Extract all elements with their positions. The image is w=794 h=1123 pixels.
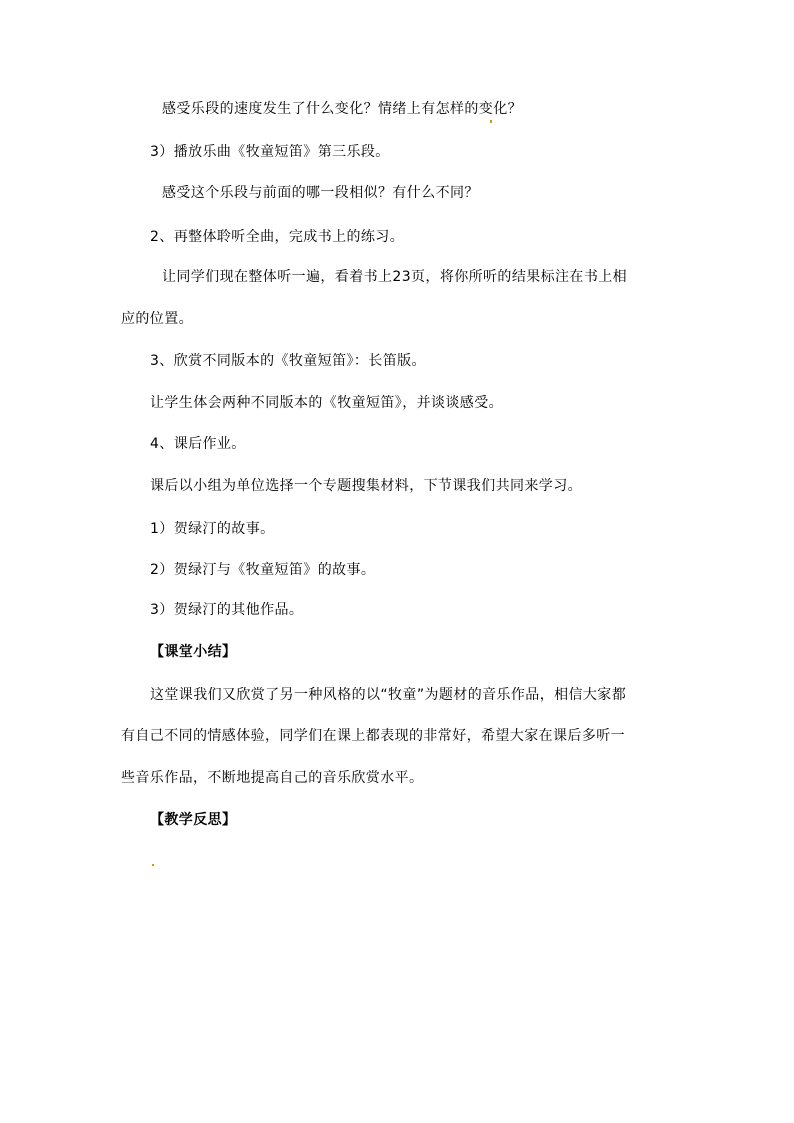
highlight-mark	[490, 120, 492, 123]
list-item: 3）播放乐曲《牧童短笛》第三乐段。	[150, 144, 390, 160]
list-item: 4、课后作业。	[150, 436, 246, 452]
list-item: 2、再整体聆听全曲，完成书上的练习。	[150, 229, 405, 245]
section-heading: 【课堂小结】	[150, 644, 237, 660]
list-item: 2）贺绿汀与《牧童短笛》的故事。	[150, 562, 376, 578]
paragraph-line: 感受这个乐段与前面的哪一段相似？有什么不同？	[162, 185, 479, 201]
list-item: 1）贺绿汀的故事。	[150, 521, 275, 537]
paragraph-line: 这堂课我们又欣赏了另一种风格的以“牧童”为题材的音乐作品，相信大家都	[150, 687, 627, 703]
paragraph-line: 应的位置。	[121, 311, 193, 327]
paragraph-line: 感受乐段的速度发生了什么变化？情绪上有怎样的变化？	[162, 101, 522, 117]
paragraph-line: 有自己不同的情感体验，同学们在课上都表现的非常好，希望大家在课后多听一	[121, 728, 625, 744]
list-item: 3、欣赏不同版本的《牧童短笛》：长笛版。	[150, 353, 426, 369]
paragraph-line: 课后以小组为单位选择一个专题搜集材料，下节课我们共同来学习。	[150, 478, 582, 494]
paragraph-line: 些音乐作品，不断地提高自己的音乐欣赏水平。	[121, 770, 424, 786]
stray-mark	[152, 864, 154, 866]
list-item: 3）贺绿汀的其他作品。	[150, 602, 304, 618]
paragraph-line: 让同学们现在整体听一遍，看着书上23页，将你所听的结果标注在书上相	[162, 269, 628, 285]
section-heading: 【教学反思】	[150, 812, 237, 828]
paragraph-line: 让学生体会两种不同版本的《牧童短笛》，并谈谈感受。	[150, 395, 503, 411]
